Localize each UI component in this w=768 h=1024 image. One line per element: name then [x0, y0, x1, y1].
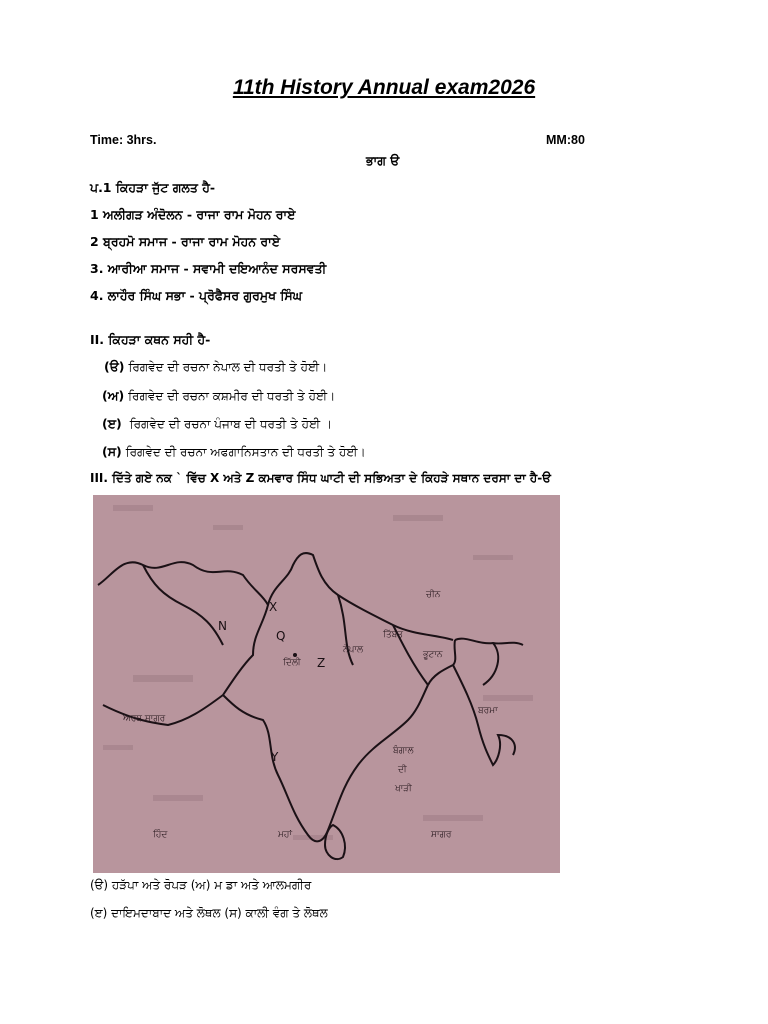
- indus-map: [93, 495, 560, 873]
- map-marker-y: Y: [271, 750, 279, 764]
- q1-item: 2 ਬ੍ਰਹਮੋ ਸਮਾਜ - ਰਾਜਾ ਰਾਮ ਮੋਹਨ ਰਾਏ: [90, 234, 281, 249]
- option-text: ਰਿਗਵੇਦ ਦੀ ਰਚਨਾ ਨੇਪਾਲ ਦੀ ਧਰਤੀ ਤੇ ਹੋਈ।: [128, 360, 328, 374]
- option-text: ਰਿਗਵੇਦ ਦੀ ਰਚਨਾ ਕਸ਼ਮੀਰ ਦੀ ਧਰਤੀ ਤੇ ਹੋਈ।: [128, 389, 336, 403]
- q1-item: 3. ਆਰੀਆ ਸਮਾਜ - ਸਵਾਮੀ ਦਇਆਨੰਦ ਸਰਸਵਤੀ: [90, 261, 327, 276]
- option-marker: (ਅ): [102, 388, 125, 403]
- q3-stem: III. ਦਿੱਤੇ ਗਏ ਨਕ ` ਵਿੱਚ X ਅਤੇ Z ਕਮਵਾਰ ਸਿੰਧ ਘਾਟੀ ਦੀ ਸਭਿਅਤਾ ਦੇ ਕਿਹੜੇ ਸਥਾਨ ਦਰਸਾ ਦਾ ਹੈ-ੳ: [90, 471, 551, 485]
- option-marker: (ੲ): [102, 416, 122, 431]
- q2-option: [102, 444, 366, 460]
- map-marker-x: X: [269, 600, 278, 614]
- time-label: Time: 3hrs.: [90, 133, 157, 147]
- q2-option: [102, 388, 335, 404]
- map-label-indian: ਹਿੰਦ: [153, 830, 168, 840]
- q2-option: [104, 359, 327, 375]
- map-label-arabian-sea: ਅਰਬ ਸਾਗਰ: [123, 714, 166, 724]
- option-marker: (ੳ): [104, 359, 125, 374]
- q2-option: [102, 416, 332, 432]
- q1-stem: ਪ.1 ਕਿਹੜਾ ਜੁੱਟ ਗਲਤ ਹੈ-: [90, 180, 216, 195]
- q3-answer: (ੳ) ਹੜੱਪਾ ਅਤੇ ਰੋਪੜ (ਅ) ਮ ਡਾ ਅਤੇ ਆਲਮਗੀਰ: [90, 878, 312, 892]
- map-dot-delhi: [293, 653, 297, 657]
- map-marker-z: Z: [317, 656, 326, 670]
- map-borders: [98, 553, 523, 859]
- map-label-bhutan: ਭੂਟਾਨ: [423, 650, 443, 660]
- map-label-nepal: ਨੇਪਾਲ: [343, 645, 364, 655]
- map-drawing: [93, 495, 560, 873]
- map-label-bay: ਖਾੜੀ: [395, 784, 412, 794]
- map-label-bengal: ਬੰਗਾਲ: [393, 746, 414, 756]
- map-texture: [103, 505, 533, 840]
- option-text: ਰਿਗਵੇਦ ਦੀ ਰਚਨਾ ਪੰਜਾਬ ਦੀ ਧਰਤੀ ਤੇ ਹੋਈ ।: [129, 417, 332, 431]
- map-label-ocean: ਸਾਗਰ: [431, 830, 452, 840]
- q3-answer: (ੲ) ਦਾਇਮਦਾਬਾਦ ਅਤੇ ਲੋਥਲ (ਸ) ਕਾਲੀ ਵੰਗ ਤੇ ਲੋਥਲ: [90, 906, 328, 920]
- q1-item: 4. ਲਾਹੌਰ ਸਿੰਘ ਸਭਾ - ਪ੍ਰੋਫੈਸਰ ਗੁਰਮੁਖ ਸਿੰਘ: [90, 288, 303, 303]
- option-marker: (ਸ): [102, 444, 122, 459]
- map-label-great: ਮਹਾਂ: [278, 830, 292, 840]
- map-label-tibet: ਤਿੱਬਤ: [383, 630, 404, 640]
- section-heading: ਭਾਗ ੳ: [366, 153, 400, 168]
- map-label-delhi: ਦਿੱਲੀ: [283, 658, 301, 668]
- map-marker-q: Q: [276, 629, 286, 643]
- option-text: ਰਿਗਵੇਦ ਦੀ ਰਚਨਾ ਅਫਗਾਨਿਸਤਾਨ ਦੀ ਧਰਤੀ ਤੇ ਹੋਈ।: [125, 445, 366, 459]
- map-label-china: ਚੀਨ: [426, 590, 441, 600]
- marks-label: MM:80: [546, 133, 585, 147]
- q2-stem: II. ਕਿਹੜਾ ਕਥਨ ਸਹੀ ਹੈ-: [90, 332, 211, 347]
- map-label-of: ਦੀ: [398, 765, 407, 775]
- map-label-burma: ਬਰਮਾ: [478, 706, 498, 716]
- q1-item: 1 ਅਲੀਗੜ ਅੰਦੋਲਨ - ਰਾਜਾ ਰਾਮ ਮੋਹਨ ਰਾਏ: [90, 207, 296, 222]
- exam-title: 11th History Annual exam2026: [232, 76, 536, 99]
- map-marker-n: N: [218, 619, 227, 633]
